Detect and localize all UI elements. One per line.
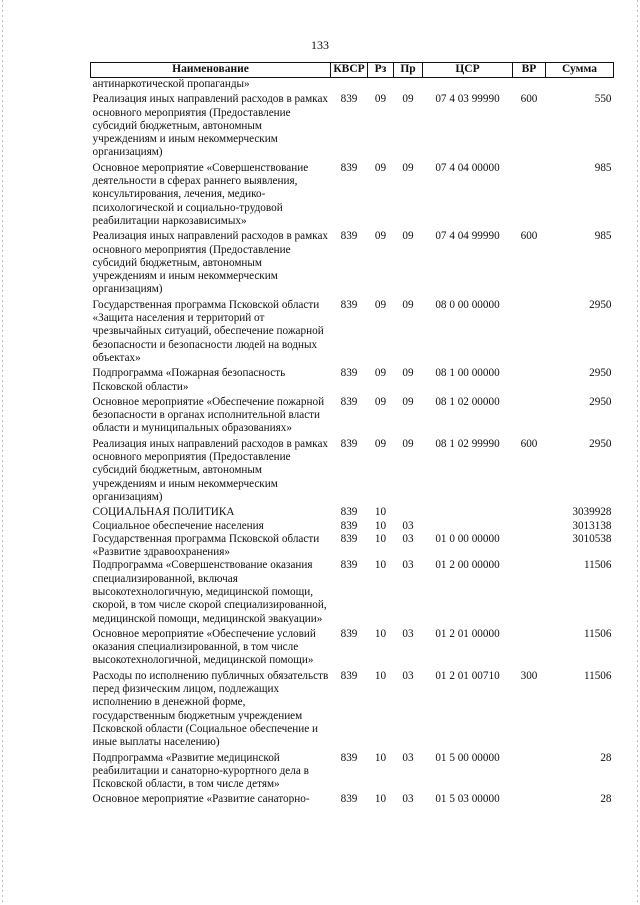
table-row (91, 520, 614, 533)
cell-csr: 07 4 03 99990 (435, 93, 500, 106)
table-row (91, 533, 614, 560)
cell-rz: 10 (374, 532, 387, 545)
cell-vr (513, 791, 546, 806)
cell-csr (423, 520, 513, 533)
header-vr: ВР (513, 63, 546, 78)
table-row (91, 750, 614, 792)
cell-vr (513, 504, 546, 519)
cell-rz: 10 (374, 559, 387, 572)
cell-pr (394, 78, 423, 92)
cell-sum: 2950 (589, 395, 612, 408)
cell-rz: 09 (374, 437, 387, 450)
cell-kvsr: 839 (340, 751, 358, 764)
cell-csr: 07 4 04 99990 (435, 230, 500, 243)
cell-pr: 09 (402, 230, 414, 243)
cell-kvsr: 839 (340, 669, 358, 682)
cell-rz: 10 (374, 519, 387, 532)
cell-kvsr: 839 (340, 367, 358, 380)
cell-name: Расходы по исполнению публичных обязательств перед физическим лицом, подлежащих исполнению в денежной форме, государственным бюджетным учреждением Псковской области (Социальное обеспечение и иные выплаты населению) (92, 669, 329, 749)
cell-vr (513, 533, 546, 560)
cell-sum: 2950 (589, 298, 612, 311)
header-rz: Рз (368, 63, 394, 78)
cell-csr: 08 1 02 99990 (435, 437, 500, 450)
budget-table (90, 62, 614, 807)
cell-kvsr: 839 (340, 395, 358, 408)
cell-name: Подпрограмма «Совершенствование оказания специализированной, включая высокотехнологичную, медицинской помощи, скорой, в том числе скорой специализированной, медицинской помощи, медицинской эвакуации» (92, 559, 327, 625)
cell-vr (513, 750, 546, 792)
table-body (91, 78, 614, 807)
cell-rz: 09 (374, 93, 387, 106)
cell-rz: 10 (374, 506, 387, 519)
cell-rz: 10 (374, 669, 387, 682)
cell-name: Реализация иных направлений расходов в рамках основного мероприятия (Предоставление субсидий бюджетным, автономным учреждениям и иным некоммерческим организациям) (92, 93, 329, 159)
cell-sum: 28 (600, 751, 612, 764)
cell-name: Государственная программа Псковской области «Защита населения и территорий от чрезвычайных ситуаций, обеспечение пожарной безопасности и безопасности людей на водных объектах» (92, 298, 324, 364)
table-row (91, 436, 614, 504)
cell-sum: 11506 (583, 559, 612, 572)
header-sum: Сумма (546, 63, 614, 78)
cell-csr: 08 1 00 00000 (435, 367, 500, 380)
cell-kvsr: 839 (340, 298, 358, 311)
cell-csr: 07 4 04 00000 (435, 161, 500, 174)
cell-vr (513, 394, 546, 436)
cell-kvsr: 839 (340, 559, 358, 572)
table-row (91, 91, 614, 159)
cell-pr: 09 (402, 395, 414, 408)
cell-name: СОЦИАЛЬНАЯ ПОЛИТИКА (92, 506, 235, 519)
cell-name: антинаркотической пропаганды» (92, 78, 250, 90)
cell-csr: 01 2 00 00000 (435, 559, 500, 572)
cell-name: Реализация иных направлений расходов в рамках основного мероприятия (Предоставление субсидий бюджетным, автономным учреждениям и иным некоммерческим организациям) (92, 230, 329, 296)
cell-csr (423, 504, 513, 519)
table-row (91, 559, 614, 625)
cell-vr: 600 (520, 437, 538, 450)
cell-csr: 01 5 00 00000 (435, 751, 500, 764)
header-csr: ЦСР (423, 63, 513, 78)
cell-rz: 10 (374, 793, 387, 806)
cell-name: Подпрограмма «Пожарная безопасность Псковской области» (92, 367, 286, 393)
table-row (91, 504, 614, 519)
cell-pr: 03 (402, 669, 414, 682)
cell-pr: 03 (402, 751, 414, 764)
cell-name: Социальное обеспечение населения (92, 519, 264, 532)
cell-kvsr: 839 (340, 161, 358, 174)
cell-name: Государственная программа Псковской области «Развитие здравоохранения» (92, 532, 320, 559)
table-row (91, 78, 614, 92)
cell-sum: 3013138 (572, 519, 612, 532)
scan-edge-right (637, 0, 638, 905)
cell-name: Основное мероприятие «Обеспечение пожарной безопасности в органах исполнительной власти области и муниципальных образованиях» (92, 395, 325, 435)
cell-rz: 09 (374, 367, 387, 380)
cell-pr: 03 (402, 532, 414, 545)
cell-kvsr (331, 78, 368, 92)
cell-pr: 09 (402, 298, 414, 311)
header-kvsr: КВСР (331, 63, 368, 78)
cell-rz: 10 (374, 751, 387, 764)
cell-vr (513, 520, 546, 533)
cell-vr (513, 78, 546, 92)
cell-name: Основное мероприятие «Обеспечение условий оказания специализированной, в том числе высокотехнологичной, медицинской помощи» (92, 627, 316, 667)
cell-vr: 300 (520, 669, 538, 682)
table-row (91, 160, 614, 228)
cell-kvsr: 839 (340, 506, 358, 519)
cell-csr: 01 2 01 00710 (435, 669, 500, 682)
cell-vr (513, 160, 546, 228)
table-row (91, 365, 614, 394)
cell-name: Основное мероприятие «Совершенствование деятельности в сферах раннего выявления, консультирования, лечения, медико-психологической и социально-трудовой реабилитации наркозависимых» (92, 161, 309, 227)
cell-kvsr: 839 (340, 230, 358, 243)
header-pr: Пр (394, 63, 423, 78)
table-row (91, 297, 614, 365)
cell-kvsr: 839 (340, 519, 358, 532)
cell-kvsr: 839 (340, 793, 358, 806)
page-number: 133 (311, 38, 329, 52)
table-header-row (91, 63, 614, 78)
table-row (91, 394, 614, 436)
cell-csr: 01 0 00 00000 (435, 532, 500, 545)
header-name: Наименование (91, 63, 331, 78)
cell-pr: 03 (402, 627, 414, 640)
cell-rz: 09 (374, 161, 387, 174)
cell-kvsr: 839 (340, 627, 358, 640)
cell-csr: 08 0 00 00000 (435, 298, 500, 311)
cell-sum: 2950 (589, 367, 612, 380)
cell-csr: 01 2 01 00000 (435, 627, 500, 640)
cell-sum: 28 (600, 793, 612, 806)
cell-kvsr: 839 (340, 532, 358, 545)
cell-vr (513, 559, 546, 625)
cell-kvsr: 839 (340, 437, 358, 450)
cell-sum: 550 (594, 93, 612, 106)
cell-pr: 09 (402, 161, 414, 174)
cell-name: Основное мероприятие «Развитие санаторно- (92, 793, 310, 806)
cell-sum (546, 78, 614, 92)
cell-sum: 3010538 (572, 532, 612, 545)
cell-vr: 600 (520, 93, 538, 106)
cell-sum: 985 (594, 230, 612, 243)
cell-rz: 10 (374, 627, 387, 640)
table-row (91, 626, 614, 668)
cell-rz: 09 (374, 230, 387, 243)
cell-csr: 01 5 03 00000 (435, 793, 500, 806)
cell-pr: 09 (402, 367, 414, 380)
cell-pr (394, 504, 423, 519)
cell-sum: 11506 (583, 669, 612, 682)
cell-sum: 2950 (589, 437, 612, 450)
cell-pr: 03 (402, 519, 414, 532)
cell-csr: 08 1 02 00000 (435, 395, 500, 408)
cell-pr: 09 (402, 93, 414, 106)
scan-edge-left (2, 0, 3, 905)
cell-sum: 11506 (583, 627, 612, 640)
cell-sum: 985 (594, 161, 612, 174)
cell-sum: 3039928 (572, 506, 612, 519)
cell-rz: 09 (374, 395, 387, 408)
cell-pr: 03 (402, 559, 414, 572)
cell-rz: 09 (374, 298, 387, 311)
cell-rz (368, 78, 394, 92)
table-row (91, 668, 614, 750)
cell-vr (513, 365, 546, 394)
cell-vr (513, 626, 546, 668)
cell-kvsr: 839 (340, 93, 358, 106)
table-row (91, 791, 614, 806)
cell-csr (423, 78, 513, 92)
cell-pr: 09 (402, 437, 414, 450)
table-row (91, 228, 614, 296)
cell-vr: 600 (520, 230, 538, 243)
cell-name: Реализация иных направлений расходов в рамках основного мероприятия (Предоставление субсидий бюджетным, автономным учреждениям и иным некоммерческим организациям) (92, 437, 329, 503)
cell-name: Подпрограмма «Развитие медицинской реабилитации и санаторно-курортного дела в Псковской области, в том числе детям» (92, 751, 309, 791)
cell-vr (513, 297, 546, 365)
cell-pr: 03 (402, 793, 414, 806)
